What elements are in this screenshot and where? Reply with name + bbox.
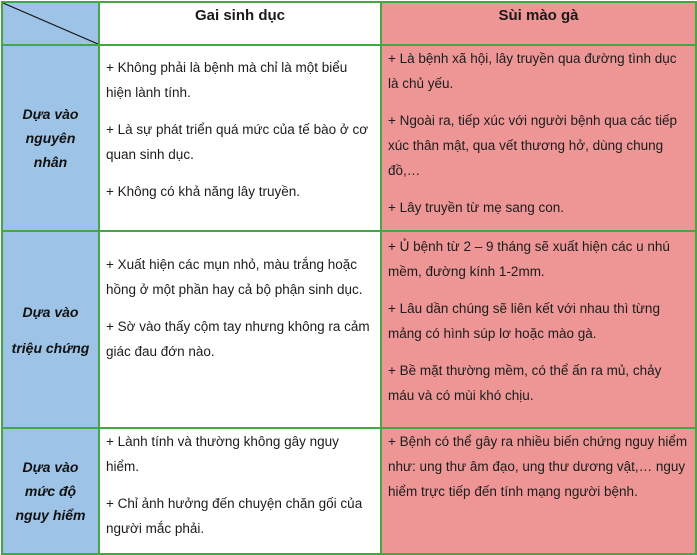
bullet-text: + Bề mặt thường mềm, có thể ấn ra mủ, chảy máu và có mùi khó chịu. bbox=[388, 363, 662, 403]
row-label-line: nhân bbox=[33, 154, 68, 170]
cell-gai-trieu-chung bbox=[99, 231, 381, 428]
row-label-line: mức độ bbox=[24, 483, 77, 499]
bullet-text: + Là bệnh xã hội, lây truyền qua đường tình dục là chủ yếu. bbox=[388, 51, 677, 91]
bullet-text: + Lây truyền từ mẹ sang con. bbox=[388, 200, 565, 215]
table-row bbox=[2, 45, 696, 231]
header-gai-sinh-duc: Gai sinh dục bbox=[99, 2, 381, 45]
row-label-line: nguy hiểm bbox=[15, 507, 86, 523]
cell-gai-muc-do bbox=[99, 428, 381, 554]
bullet-text: + Lành tính và thường không gây nguy hiểm. bbox=[106, 434, 339, 474]
bullet-text: + Không có khả năng lây truyền. bbox=[106, 184, 301, 199]
cell-sui-trieu-chung bbox=[381, 231, 696, 428]
table-header-row bbox=[2, 2, 696, 45]
bullet-text: + Lâu dần chúng sẽ liên kết với nhau thì từng mảng có hình súp lơ hoặc mào gà. bbox=[388, 301, 660, 341]
cell-gai-nguyen-nhan bbox=[99, 45, 381, 231]
bullet-text: + Ngoài ra, tiếp xúc với người bệnh qua các tiếp xúc thân mật, qua vết thương hở, dùng chung đồ,… bbox=[388, 113, 678, 178]
cell-sui-muc-do bbox=[381, 428, 696, 554]
table-row bbox=[2, 231, 696, 428]
row-label-nguyen-nhan bbox=[2, 45, 99, 231]
row-label-muc-do-nguy-hiem bbox=[2, 428, 99, 554]
row-label-line: triệu chứng bbox=[11, 339, 90, 356]
bullet-text: + Sờ vào thấy cộm tay nhưng không ra cảm giác đau đớn nào. bbox=[106, 319, 370, 359]
bullet-text: + Bệnh có thể gây ra nhiều biến chứng nguy hiểm như: ung thư âm đạo, ung thư dương vật,… nguy hiểm trực tiếp đến tính mạng người bệnh. bbox=[388, 434, 688, 499]
diagonal-line bbox=[3, 3, 98, 44]
bullet-text: + Không phải là bệnh mà chỉ là một biểu hiện lành tính. bbox=[106, 60, 348, 100]
row-label-trieu-chung bbox=[2, 231, 99, 428]
table-row bbox=[2, 428, 696, 554]
row-label-line: Dựa vào bbox=[22, 459, 79, 475]
row-label-line: Dựa vào bbox=[22, 303, 79, 320]
header-sui-mao-ga: Sùi mào gà bbox=[381, 2, 696, 45]
row-label-line: nguyên bbox=[25, 130, 76, 146]
bullet-text: + Chỉ ảnh hưởng đến chuyện chăn gối của người mắc phải. bbox=[106, 496, 363, 536]
bullet-text: + Xuất hiện các mụn nhỏ, màu trắng hoặc hồng ở một phần hay cả bộ phận sinh dục. bbox=[106, 257, 363, 297]
cell-sui-nguyen-nhan bbox=[381, 45, 696, 231]
bullet-text: + Là sự phát triển quá mức của tế bào ở cơ quan sinh dục. bbox=[106, 122, 369, 162]
comparison-table bbox=[1, 1, 697, 555]
bullet-text: + Ủ bệnh từ 2 – 9 tháng sẽ xuất hiện các u nhú mềm, đường kính 1-2mm. bbox=[388, 239, 670, 279]
row-label-line: Dựa vào bbox=[22, 106, 79, 122]
corner-cell bbox=[2, 2, 99, 45]
